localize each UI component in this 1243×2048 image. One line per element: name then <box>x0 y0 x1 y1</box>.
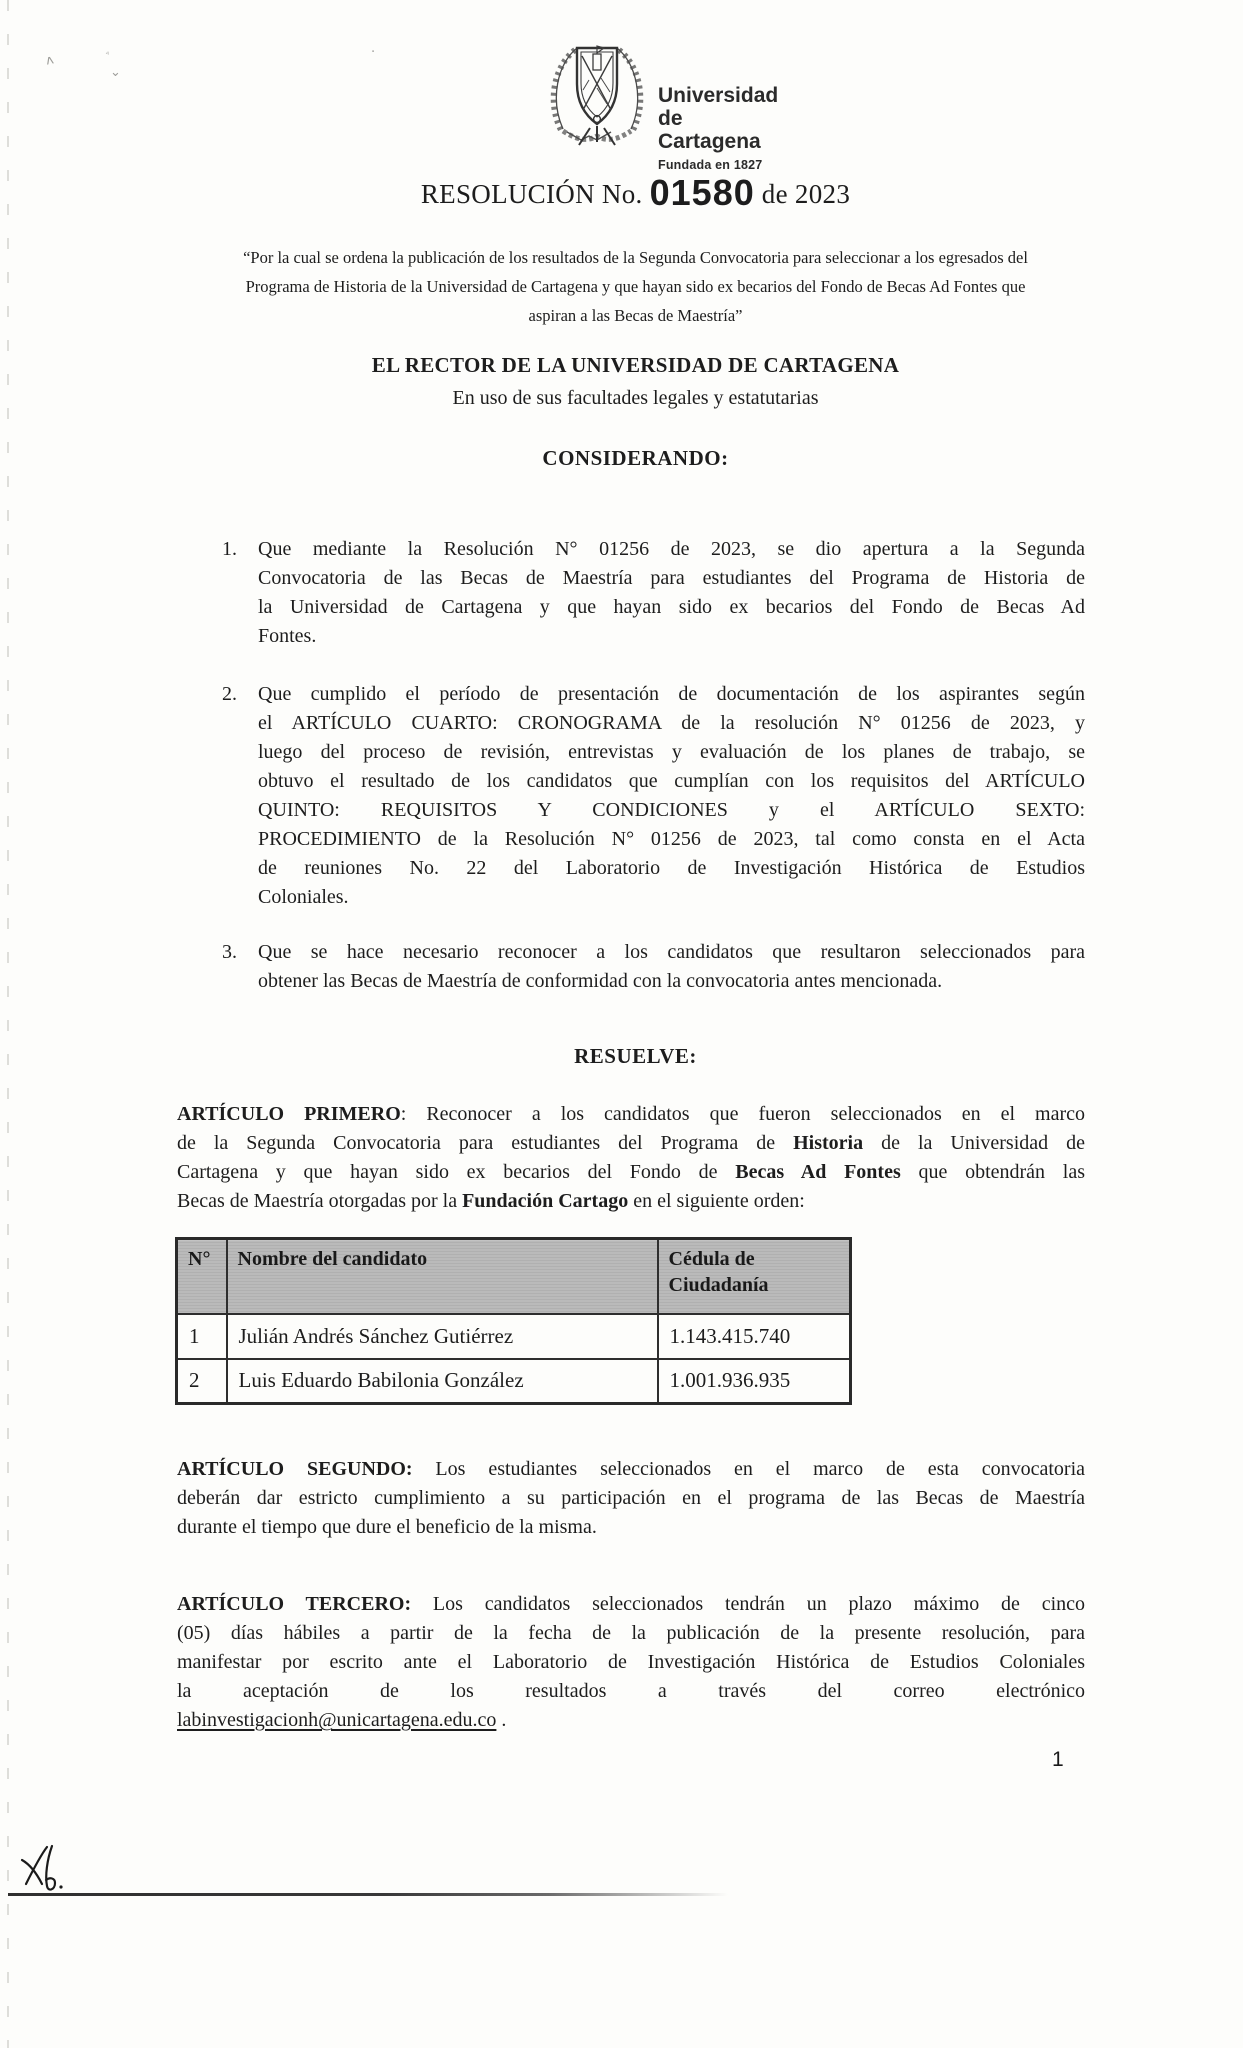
pencil-mark: 𝅈 <box>103 42 113 59</box>
text-line: ARTÍCULO PRIMERO: Reconocer a los candidatos que fueron seleccionados en el marco <box>177 1103 1086 1125</box>
candidate-index: 2 <box>177 1359 227 1404</box>
heading-resuelve: RESUELVE: <box>574 1044 697 1068</box>
candidate-name: Luis Eduardo Babilonia González <box>227 1359 658 1404</box>
text-line: Becas de Maestría otorgadas por la Fundación Cartago en el siguiente orden: <box>177 1190 805 1212</box>
text-line: Que mediante la Resolución N° 01256 de 2023, se dio apertura a la Segunda <box>258 538 1085 560</box>
subtitle-line: aspiran a las Becas de Maestría” <box>528 306 743 325</box>
heading-faculties: En uso de sus facultades legales y estatutarias <box>452 387 819 409</box>
text-line: ARTÍCULO SEGUNDO: Los estudiantes seleccionados en el marco de esta convocatoria <box>177 1458 1085 1480</box>
table-header-name: Nombre del candidato <box>227 1239 658 1314</box>
text-line: Que cumplido el período de presentación de documentación de los aspirantes según <box>258 683 1085 705</box>
text-line: deberán dar estricto cumplimiento a su participación en el programa de las Becas de Maestría <box>177 1487 1085 1509</box>
text-line: de reuniones No. 22 del Laboratorio de Investigación Histórica de Estudios <box>258 857 1085 879</box>
heading-considerando: CONSIDERANDO: <box>542 446 729 470</box>
text-line: obtuvo el resultado de los candidatos que cumplían con los requisitos del ARTÍCULO <box>258 770 1085 792</box>
articulo-primero <box>177 1100 1085 1216</box>
after-email: . <box>496 1709 507 1731</box>
logo-line1: Universidad <box>658 84 779 107</box>
university-crest-icon <box>541 36 653 154</box>
logo-line2: de Cartagena <box>658 107 761 153</box>
consideration-item-3 <box>222 938 1085 996</box>
text-line <box>177 1706 1085 1735</box>
candidate-cedula: 1.001.936.935 <box>658 1359 851 1404</box>
pencil-mark: ᴧ <box>44 52 56 69</box>
text-line: Que se hace necesario reconocer a los candidatos que resultaron seleccionados para <box>258 941 1085 963</box>
text-line: el ARTÍCULO CUARTO: CRONOGRAMA de la resolución N° 01256 de 2023, y <box>258 712 1085 734</box>
text-line: (05) días hábiles a partir de la fecha de la publicación de la presente resolución, para <box>177 1622 1085 1644</box>
resolution-title <box>14 170 1243 212</box>
text-line: Cartagena y que hayan sido ex becarios del Fondo de Becas Ad Fontes que obtendrán las <box>177 1161 1086 1183</box>
text-line: PROCEDIMIENTO de la Resolución N° 01256 de 2023, tal como consta en el Acta <box>258 828 1085 850</box>
table-header-num: N° <box>177 1239 227 1314</box>
text-line: durante el tiempo que dure el beneficio de la misma. <box>177 1516 597 1538</box>
scan-edge-artifact <box>7 0 9 2048</box>
consideration-item-1 <box>222 535 1085 651</box>
consideration-number: 1. <box>222 538 237 560</box>
candidates-table <box>175 1237 852 1405</box>
table-header-row <box>177 1239 851 1314</box>
consideration-item-2 <box>222 680 1085 912</box>
table-row <box>177 1359 851 1404</box>
logo-founded: Fundada en 1827 <box>658 158 763 172</box>
text-line: Convocatoria de las Becas de Maestría para estudiantes del Programa de Historia de <box>258 567 1085 589</box>
subtitle-line: “Por la cual se ordena la publicación de los resultados de la Segunda Convocatoria para seleccionar a los egresados del <box>243 248 1028 267</box>
resolution-subject <box>14 243 1243 330</box>
subtitle-line: Programa de Historia de la Universidad de Cartagena y que hayan sido ex becarios del Fondo de Becas Ad Fontes que <box>245 277 1026 296</box>
candidate-index: 1 <box>177 1314 227 1359</box>
heading-rector: EL RECTOR DE LA UNIVERSIDAD DE CARTAGENA <box>371 353 900 377</box>
signature-line <box>8 1893 758 1896</box>
table-header-cedula: Cédula de Ciudadanía <box>658 1239 851 1314</box>
title-prefix: RESOLUCIÓN No. <box>420 179 650 209</box>
text-line: luego del proceso de revisión, entrevistas y evaluación de los planes de trabajo, se <box>258 741 1085 763</box>
text-line: QUINTO: REQUISITOS Y CONDICIONES y el ARTÍCULO SEXTO: <box>258 799 1085 821</box>
candidate-cedula: 1.143.415.740 <box>658 1314 851 1359</box>
title-suffix: de 2023 <box>754 179 851 209</box>
text-line: de la Segunda Convocatoria para estudiantes del Programa de Historia de la Universidad de <box>177 1132 1085 1154</box>
text-line: Fontes. <box>258 625 317 647</box>
scan-speck: · <box>371 45 376 60</box>
text-line: ARTÍCULO TERCERO: Los candidatos seleccionados tendrán un plazo máximo de cinco <box>177 1593 1086 1615</box>
text-line: la Universidad de Cartagena y que hayan sido ex becarios del Fondo de Becas Ad <box>258 596 1085 618</box>
pencil-mark: ⌄ <box>110 65 121 80</box>
resolution-number: 01580 <box>649 172 755 213</box>
articulo-segundo <box>177 1455 1085 1542</box>
consideration-text <box>258 680 1085 912</box>
text-line: obtener las Becas de Maestría de conformidad con la convocatoria antes mencionada. <box>258 970 943 992</box>
page-number: 1 <box>1052 1748 1064 1771</box>
candidate-name: Julián Andrés Sánchez Gutiérrez <box>227 1314 658 1359</box>
consideration-text <box>258 535 1085 651</box>
text-line: la aceptación de los resultados a través del correo electrónico <box>177 1680 1085 1702</box>
articulo-tercero <box>177 1590 1085 1735</box>
email-link[interactable]: labinvestigacionh@unicartagena.edu.co <box>177 1709 497 1731</box>
text-line: manifestar por escrito ante el Laboratorio de Investigación Histórica de Estudios Coloniales <box>177 1651 1085 1673</box>
text-line: Coloniales. <box>258 886 349 908</box>
university-wordmark <box>658 84 788 172</box>
table-row <box>177 1314 851 1359</box>
consideration-number: 3. <box>222 941 237 963</box>
consideration-text <box>258 938 1085 996</box>
consideration-number: 2. <box>222 683 237 705</box>
signature-initials <box>16 1840 76 1900</box>
